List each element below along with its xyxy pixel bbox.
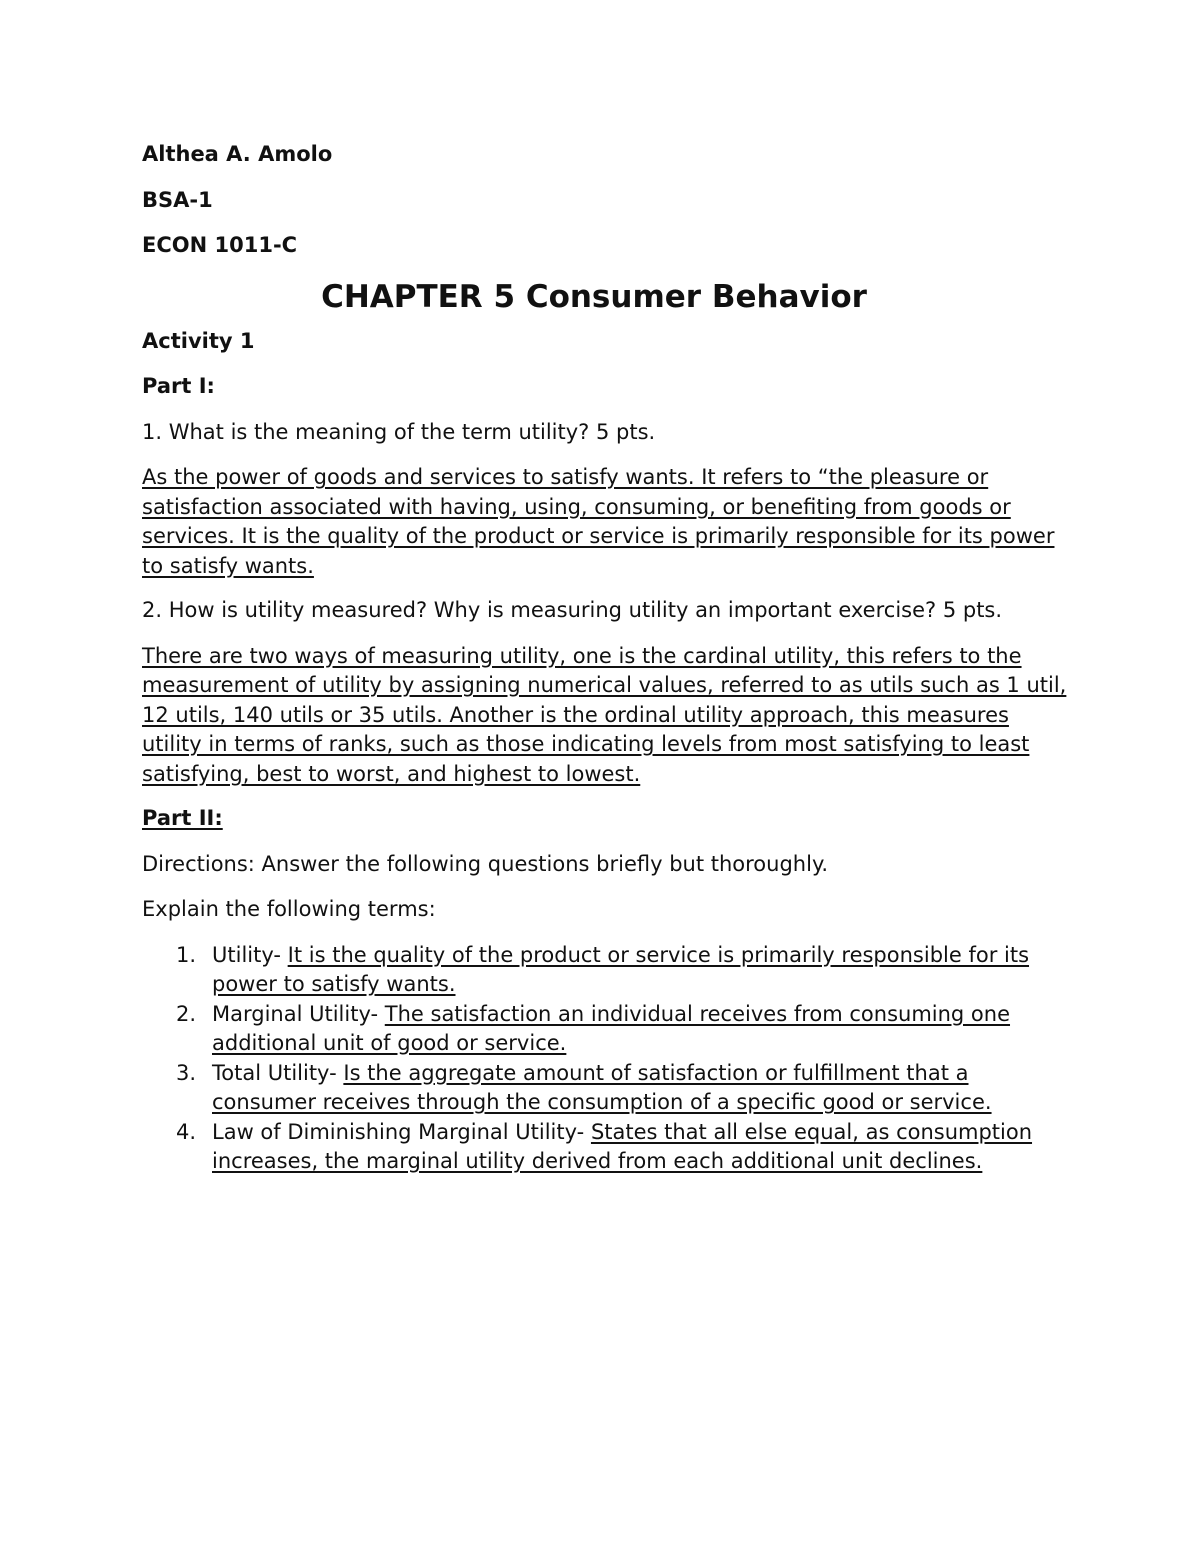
activity-heading: Activity 1 [142, 328, 255, 353]
term-definition: Is the aggregate amount of satisfaction or fulfillment that a consumer receives through the consumption of a specific good or service. [212, 1060, 992, 1114]
student-name: Althea A. Amolo [142, 142, 333, 166]
term-label: Utility- [212, 942, 288, 967]
document-title: CHAPTER 5 Consumer Behavior [321, 278, 867, 315]
answer-2: There are two ways of measuring utility, one is the cardinal utility, this refers to the measurement of utility by assigning numerical values, referred to as utils such as 1 util, 12 utils, 140 utils or 35 utils. Another is the ordinal utility approach, this measures utility in terms of ranks, such as those indicating levels from most satisfying to least satisfying, best to worst, and highest to lowest. [142, 643, 1067, 786]
question-2: 2. How is utility measured? Why is measuring utility an important exercise? 5 pts. [142, 598, 1003, 622]
course-code: ECON 1011-C [142, 233, 298, 257]
question-1: 1. What is the meaning of the term utility? 5 pts. [142, 419, 656, 444]
list-number: 4. [176, 1119, 197, 1144]
term-definition: States that all else equal, as consumption increases, the marginal utility derived from each additional unit declines. [212, 1119, 1033, 1173]
list-item [176, 1059, 1072, 1118]
directions: Directions: Answer the following questions briefly but thoroughly. [142, 851, 829, 876]
document-page [142, 140, 1072, 1177]
term-label: Total Utility- [212, 1060, 344, 1085]
list-item [176, 1000, 1072, 1059]
student-program: BSA-1 [142, 187, 213, 212]
list-number: 2. [176, 1001, 197, 1026]
list-number: 1. [176, 942, 197, 967]
part1-heading: Part I: [142, 374, 215, 398]
explain-instruction: Explain the following terms: [142, 897, 436, 921]
terms-list [142, 941, 1072, 1177]
term-label: Marginal Utility- [212, 1001, 385, 1026]
list-number: 3. [176, 1060, 197, 1085]
list-item [176, 1118, 1072, 1177]
part2-heading: Part II: [142, 806, 223, 830]
list-item [176, 941, 1072, 1000]
term-label: Law of Diminishing Marginal Utility- [212, 1119, 591, 1144]
term-definition: It is the quality of the product or service is primarily responsible for its power to satisfy wants. [212, 942, 1030, 996]
term-definition: The satisfaction an individual receives from consuming one additional unit of good or service. [212, 1001, 1011, 1055]
answer-1: As the power of goods and services to satisfy wants. It refers to “the pleasure or satisfaction associated with having, using, consuming, or benefiting from goods or services. It is the quality of the product or service is primarily responsible for its power to satisfy wants. [142, 465, 1055, 578]
